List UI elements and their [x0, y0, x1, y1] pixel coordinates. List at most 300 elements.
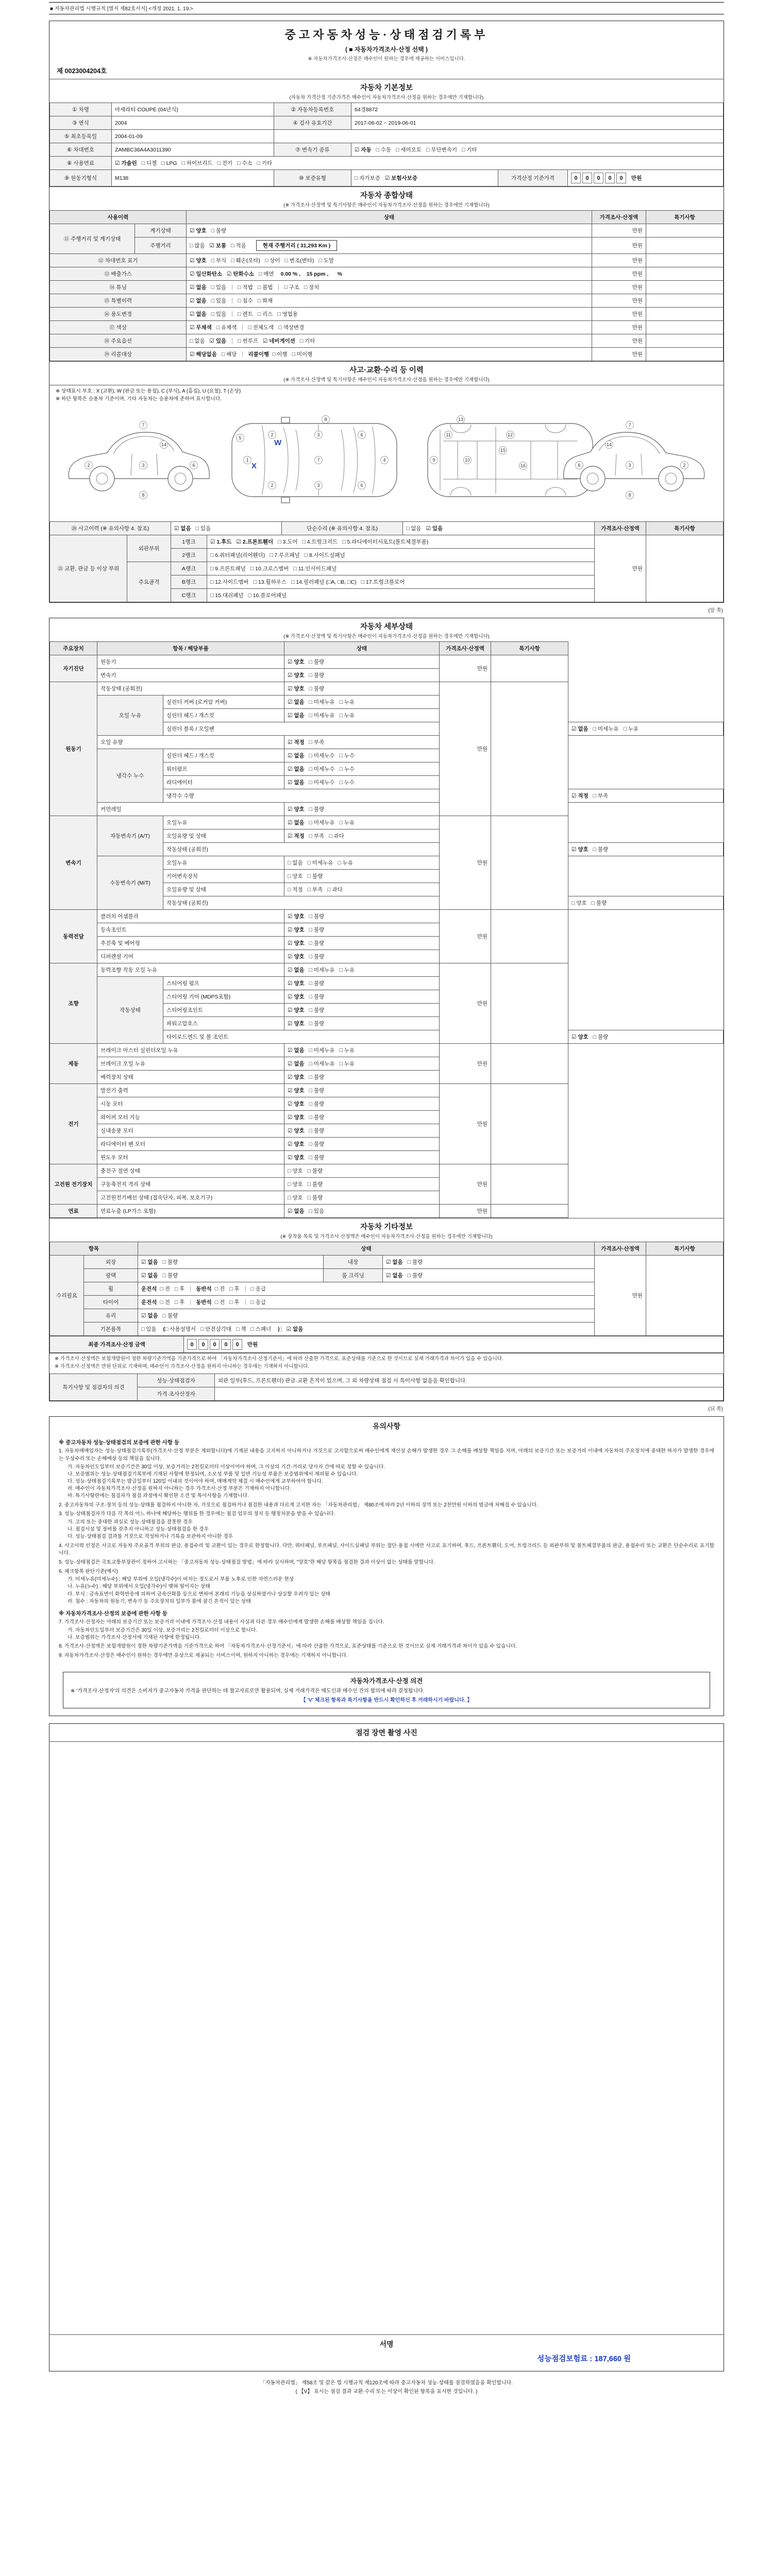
item-label: 브레이크 오일 누유 [97, 1057, 284, 1071]
state-cell [284, 669, 440, 682]
checkbox-unchecked: □ 불량 [309, 1101, 325, 1108]
checkbox-unchecked: □ 영업용 [277, 311, 298, 317]
column-header: 특기사항 [491, 642, 568, 655]
checkbox-checked: ☑ 양호 [288, 940, 305, 947]
svg-text:6: 6 [360, 432, 363, 438]
checkbox-unchecked: □ 전체도색 [248, 325, 274, 331]
table-row [50, 1374, 724, 1387]
row-sublabel: 주행거리 [135, 238, 187, 254]
transmission-options [351, 143, 724, 157]
checkbox-checked: ☑ 양호 [288, 1114, 305, 1121]
checkbox-unchecked: □ 있음 [141, 1326, 157, 1333]
checkbox-unchecked: □ 불량 [307, 1181, 323, 1188]
checkbox-unchecked: □ 도말 [318, 258, 334, 264]
document-number: 제 0023004204호 [57, 67, 107, 75]
svg-text:13: 13 [458, 417, 464, 422]
state-cell [284, 1164, 440, 1178]
checkbox-unchecked: □ 미세누유 [309, 1061, 335, 1067]
price-digit: 0 [232, 1339, 242, 1350]
basic-info-section-header [49, 79, 724, 103]
table-row [50, 1124, 724, 1138]
item-label: 타이로드엔드 및 볼 조인트 [163, 1030, 440, 1044]
state-cell [187, 308, 592, 321]
notice-subitem: 나. 누유(누수) : 해당 부위에서 오일(냉각수)이 맺혀 떨어지는 상태 [68, 1584, 210, 1590]
checkbox-unchecked: □ 부족 [307, 887, 323, 893]
checkbox-group [288, 833, 349, 839]
checkbox-group [287, 1326, 308, 1332]
checkbox-unchecked: □ 매연 [258, 271, 274, 277]
table-row [50, 923, 724, 937]
checkbox-unchecked: □ 누유 [339, 967, 355, 974]
remark-cell [646, 281, 724, 294]
price-cell: 만원 [440, 655, 491, 682]
item-label: 등속조인트 [97, 923, 284, 937]
svg-text:14: 14 [606, 442, 612, 448]
item-label: 디퍼렌셜 기어 [97, 950, 284, 963]
detail-section-header [49, 618, 724, 641]
summary-section-header [49, 187, 724, 210]
state-cell [284, 1205, 440, 1218]
checkbox-unchecked: □ 16.플로어패널 [248, 592, 287, 599]
parts-cell [207, 575, 595, 589]
section-note: (※ 가격조사·산정액 및 특기사항은 매수인이 자동차가격조사·산정을 원하는 경우에만 기재합니다) [283, 202, 490, 208]
notice-item: 1. 자동차매매업자는 성능·상태점검기록부(가격조사·산정 부분은 제외합니다)에 기재된 내용을 고지하지 아니하거나 거짓으로 고지함으로써 매수인에게 재산상 손해가 발생한 경우 그 손해를 배상할 책임을 지며, 아래의 보증기간 또는 보증거리 이내에 자동차의 주요장치에 중대한 하자가 발생한 경우에는 무상수리 또는 손해배상 등의 책임을 집니다. [59, 1448, 714, 1462]
checkbox-group [141, 1273, 182, 1279]
checkbox-unchecked: □ 과다 [329, 833, 344, 840]
state-cell [284, 736, 440, 749]
checkbox-checked: ☑ 없음 [190, 298, 207, 304]
checkbox-unchecked: □ 전기 [217, 160, 233, 166]
checkbox-unchecked: □ 양호 [288, 873, 303, 880]
device-label: 전기 [50, 1084, 97, 1164]
checkbox-group [572, 900, 611, 906]
checkbox-group [210, 592, 291, 599]
checkbox-group [288, 1195, 327, 1201]
checkbox-unchecked: □ 있음 [211, 284, 227, 291]
state-cell [568, 843, 724, 856]
checkbox-unchecked: □ 누유 [339, 699, 355, 706]
checkbox-group [288, 1074, 329, 1080]
state-cell [284, 1138, 440, 1151]
zone-label: 외판부위 [127, 535, 171, 562]
state-cell [187, 254, 592, 267]
notice-subitem: 다. 성능·상태점검 결과를 거짓으로 작성하거나 기록을 보관하지 아니한 경우 [68, 1534, 233, 1540]
field-label: ① 차명 [50, 103, 112, 116]
checkbox-checked: ☑ 없음 [190, 311, 207, 317]
checkbox-group [190, 243, 251, 249]
opinion-label: 특기사항 및 점검자의 의견 [50, 1374, 138, 1401]
legend-line: ※ 하단 항목은 승용차 기준이며, 기타 자동차는 승용차에 준하여 표시합니다. [56, 396, 222, 402]
checkbox-checked: ☑ 양호 [288, 994, 305, 1001]
item-label: 배력장치 상태 [97, 1071, 284, 1084]
checkbox-unchecked: □ 불량 [162, 1273, 178, 1279]
field-label: ⑩ 보증유형 [274, 170, 351, 187]
checkbox-group [288, 739, 329, 745]
item-label: 윈도우 모터 [97, 1151, 284, 1164]
item-label: 실내송풍 모터 [97, 1124, 284, 1138]
row-label: ⑬ 배출가스 [50, 267, 187, 281]
checkbox-unchecked: □ 양호 [288, 1195, 303, 1201]
device-label: 변속기 [50, 816, 97, 910]
row-sublabel: 계기상태 [135, 224, 187, 238]
item-label: 추진축 및 베어링 [97, 937, 284, 950]
item-label: 기어변속장치 [163, 870, 284, 883]
item-label: 시동 모터 [97, 1097, 284, 1111]
notice-subitem: 다. 성능·상태점검기록부는 발급일부터 120일 이내의 것이어야 하며, 매매계약 체결 시 매수인에게 교부하여야 합니다. [68, 1478, 323, 1484]
checkbox-group [288, 1128, 329, 1134]
state-cell [383, 1256, 595, 1269]
svg-text:8: 8 [142, 493, 145, 498]
price-digit: 0 [187, 1339, 197, 1350]
checkbox-checked: ☑ 없음 [288, 1047, 305, 1054]
state-cell [284, 1004, 440, 1017]
document-title: 중고자동차성능·상태점검기록부 [284, 28, 489, 41]
checkbox-group [355, 175, 422, 181]
state-cell [187, 321, 592, 334]
checkbox-checked: ☑ 네비게이션 [262, 338, 295, 344]
row-label: ⑭ 튜닝 [50, 281, 187, 294]
checkbox-unchecked: □ 누유 [339, 713, 355, 719]
svg-text:8: 8 [324, 417, 327, 422]
state-cell [284, 749, 440, 762]
checkbox-unchecked: □ 불량 [309, 940, 325, 947]
legal-footer [49, 2379, 724, 2396]
checkbox-group [288, 1141, 329, 1147]
checkbox-unchecked: □ 없음 [406, 526, 422, 532]
checkbox-unchecked: □ 적음 [231, 243, 246, 249]
inline-label: 리콜이행 [248, 351, 270, 358]
state-cell [187, 224, 592, 238]
checkbox-group [210, 552, 350, 558]
checkbox-unchecked: □ 기타 [257, 160, 273, 166]
checkbox-checked: ☑ 없음 [141, 1313, 158, 1319]
remark-cell [646, 535, 724, 602]
table-header-row [50, 1242, 724, 1256]
zone-label: 주요골격 [127, 562, 171, 602]
item-label: 실린더 커버 (로커암 커버) [163, 696, 284, 709]
table-row [50, 736, 724, 749]
checkbox-checked: ☑ 가솔린 [115, 160, 137, 166]
inline-label: 운전석 [141, 1286, 157, 1293]
item-label: 브레이크 마스터 실린더오일 누유 [97, 1044, 284, 1057]
item-label: 스티어링조인트 [163, 1004, 284, 1017]
checkbox-unchecked: □ 불량 [309, 1155, 325, 1161]
table-row [50, 1044, 724, 1057]
engine-type-value: M138 [112, 170, 274, 187]
state-cell [187, 348, 592, 361]
checkbox-unchecked: □ 누유 [339, 1061, 355, 1067]
table-row [50, 1178, 724, 1191]
checkbox-group [272, 351, 317, 358]
checkbox-group [288, 659, 329, 665]
table-row [50, 103, 724, 116]
table-row [50, 143, 724, 157]
legend-line: ※ 상태표시 부호 : X (교환), W (판금 또는 용접), C (부식), A (흠집), U (요철), T (손상) [56, 388, 241, 394]
checkbox-group [248, 325, 309, 331]
checkbox-unchecked: □ 누수 [339, 779, 355, 786]
table-row [50, 669, 724, 682]
front-page-box [49, 21, 724, 603]
price-note-line: ※ 가격조사·산정액은 보험개발원이 정한 차량기준가액을 기준가격으로 하여 「자동차가격조사·산정기준서」에 따라 산출한 가격으로, 표준상태를 기준으로 한 것이므로 실제 거래가격과 차이가 있을 수 있습니다. [55, 1356, 503, 1362]
table-row [50, 696, 724, 709]
checkbox-checked: ☑ 있음 [209, 338, 227, 344]
table-row [50, 1151, 724, 1164]
checkbox-group [238, 284, 277, 291]
checkbox-checked: ☑ 적정 [288, 739, 305, 746]
checkbox-unchecked: □ 누유 [339, 820, 355, 826]
row-label: ⑰ 색상 [50, 321, 187, 334]
final-price-table [49, 1336, 724, 1353]
checkbox-checked: ☑ 2.프론트휀더 [236, 539, 274, 546]
state-cell [284, 1178, 440, 1191]
checkbox-unchecked: □ 4.트렁크리드 [302, 539, 338, 546]
checkbox-unchecked: □ 전 [160, 1299, 170, 1306]
price-digit: 0 [582, 173, 592, 183]
price-cell: 만원 [592, 267, 646, 281]
table-row [50, 816, 724, 829]
photo-section-title: 점검 장면 촬영 사진 [49, 1724, 724, 1742]
checkbox-unchecked: □ 미세누수 [309, 766, 335, 773]
checkbox-unchecked: □ 불량 [307, 1168, 323, 1175]
remark-cell [646, 238, 724, 254]
simple-repair-label: 단순수리 (※ 유의사항 4. 참조) [282, 522, 403, 535]
basic-info-table [49, 103, 724, 187]
remark-cell [491, 1044, 568, 1084]
checkbox-group [288, 954, 329, 960]
checkbox-group [355, 147, 482, 153]
section-note: (※ 장착품 목록 및 가격조사·산정액은 매수인이 자동차가격조사·산정을 원하는 경우에만 기재합니다) [280, 1234, 493, 1240]
checkbox-unchecked: □ 5.라디에이터서포트(볼트체결부품) [342, 539, 429, 546]
checkbox-unchecked: □ 상이 [265, 258, 280, 264]
state-cell [138, 1323, 595, 1336]
warranty-options [351, 170, 498, 187]
document-subtitle: ( ■ 자동차가격조사·산정 선택 ) [345, 46, 428, 53]
item-label: 라디에이터 팬 모터 [97, 1138, 284, 1151]
checkbox-checked: ☑ 없음 [288, 699, 305, 706]
checkbox-group [141, 1326, 161, 1332]
state-cell [284, 963, 440, 977]
remark-cell [646, 254, 724, 267]
checkbox-group [288, 820, 359, 826]
svg-text:1: 1 [246, 457, 249, 463]
state-cell [284, 923, 440, 937]
remark-cell [491, 963, 568, 1044]
price-cell: 만원 [440, 682, 491, 816]
state-cell [284, 1151, 440, 1164]
table-row [50, 1164, 724, 1178]
state-cell [138, 1256, 324, 1269]
checkbox-unchecked: □ 15.대쉬패널 [210, 592, 244, 599]
table-row [50, 334, 724, 348]
notice-subitem: 가. 자동차인도일부터 보증기간은 30일 이상, 보증거리는 2천킬로미터 이상으로 합니다. [68, 1627, 258, 1633]
divider [278, 284, 279, 290]
checkbox-unchecked: □ 부족 [309, 833, 325, 840]
notice-subitem: 마. 특기사항란에는 점검자가 점검 과정에서 확인한 소견 및 특이사항을 기재합니다. [68, 1493, 249, 1499]
notice-item: 2. 중고자동차의 구조·장치 등의 성능·상태를 점검하지 아니한 자, 거짓으로 점검하거나 점검한 내용과 다르게 고지한 자는 「자동차관리법」 제80조에 따라 2년 이하의 징역 또는 2천만원 이하의 벌금에 처해질 수 있습니다. [59, 1502, 538, 1508]
base-price-digits [571, 175, 628, 181]
remark-cell [646, 1256, 724, 1336]
row-label: 타이어 [84, 1296, 138, 1309]
checkbox-unchecked: □ 응급 [250, 1299, 266, 1306]
state-cell [284, 950, 440, 963]
checkbox-group [288, 753, 359, 759]
remark-cell [491, 1164, 568, 1205]
field-label: ⑥ 차대번호 [50, 143, 112, 157]
item-label: 실린더 블록 / 오일팬 [163, 722, 440, 736]
state-cell [284, 762, 440, 776]
table-row [50, 1057, 724, 1071]
checkbox-checked: ☑ 양호 [572, 1034, 589, 1041]
table-row [50, 1138, 724, 1151]
row-label: 내장 [324, 1256, 383, 1269]
checkbox-checked: ☑ 없음 [386, 1259, 403, 1266]
checkbox-group [288, 1114, 329, 1121]
checkbox-unchecked: □ 이행 [272, 351, 288, 358]
checkbox-group [251, 1299, 271, 1306]
parts-label: ㉑ 교환, 판금 등 이상 부위 [50, 535, 127, 602]
checkbox-group [288, 1088, 329, 1094]
checkbox-unchecked: □ 구조 [284, 284, 299, 291]
checkbox-group [288, 1007, 329, 1013]
checkbox-unchecked: □ 수소 [237, 160, 253, 166]
checkbox-group [160, 1299, 189, 1306]
photo-signature-box [49, 1723, 724, 2371]
checkbox-unchecked: □ 리스 [257, 311, 273, 317]
checkbox-unchecked: □ 전 [160, 1286, 170, 1293]
checkbox-group [572, 793, 613, 799]
state-cell [284, 655, 440, 669]
price-digit: 0 [616, 173, 626, 183]
checkbox-unchecked: □ 불량 [162, 1313, 178, 1319]
checkbox-group [215, 1299, 244, 1306]
checkbox-checked: ☑ 없음 [288, 967, 305, 974]
checkbox-group [210, 579, 409, 585]
price-cell: 만원 [592, 281, 646, 294]
checkbox-checked: ☑ 없음 [288, 766, 305, 773]
subtitle-note: ※ 자동차가격조사·산정은 매수인이 원하는 경우에 제공하는 서비스입니다. [308, 56, 465, 62]
notice-item: 4. 사고이력 인정은 사고로 자동차 주요골격 부위의 판금, 용접수리 및 교환이 있는 경우로 한정합니다. 다만, 쿼터패널, 루프패널, 사이드실패널 부위는 절단·용접 시에만 사고로 표기하며, 후드, 프론트휀더, 도어, 트렁크리드 등 외판부위 및 볼트체결부품의 판금, 용접수리 또는 교환은 단순수리로 표기합니다. [59, 1543, 714, 1556]
column-header: 상태 [138, 1242, 595, 1256]
item-label: 냉각수 수량 [163, 789, 440, 803]
state-cell [284, 883, 440, 896]
checkbox-unchecked: □ 화재 [257, 298, 273, 304]
divider [245, 1299, 246, 1305]
table-row [50, 1097, 724, 1111]
notice-subitem: 가. 고의 또는 중대한 과실로 성능·상태점검을 잘못한 경우 [68, 1519, 193, 1525]
svg-text:3: 3 [317, 483, 320, 488]
checkbox-unchecked: □ 양호 [288, 1181, 303, 1188]
section-title: 자동차 기타정보 [360, 1223, 413, 1232]
checkbox-checked: ☑ 양호 [288, 913, 305, 920]
checkbox-unchecked: □ 많음 [190, 243, 205, 249]
svg-text:4: 4 [383, 457, 386, 463]
checkbox-checked: ☑ 자동 [355, 147, 372, 153]
checkbox-unchecked: □ 불량 [309, 1074, 325, 1081]
subsystem-label: 오일 누유 [97, 696, 163, 736]
base-price-value [568, 170, 724, 187]
checkbox-unchecked: □ 3.도어 [278, 539, 298, 546]
svg-text:5: 5 [239, 435, 242, 441]
checkbox-unchecked: □ 누수 [339, 766, 355, 773]
state-cell [284, 696, 440, 709]
empty-cell [274, 130, 724, 143]
checkbox-group [190, 298, 231, 304]
divider [242, 351, 243, 357]
checkbox-unchecked: □ 14.필러패널 (□A, □B, □C) [291, 579, 357, 586]
checkbox-group [288, 940, 329, 946]
checkbox-unchecked: □ 적정 [288, 887, 303, 893]
item-label: 워터펌프 [163, 762, 284, 776]
remark-cell [491, 655, 568, 682]
checkbox-unchecked: □ 불량 [309, 980, 325, 987]
table-row [50, 321, 724, 334]
checkbox-unchecked: □ 불량 [211, 228, 227, 234]
item-label: 고전원전기배선 상태 (접속단자, 피복, 보호기구) [97, 1191, 284, 1205]
notices-box [49, 1416, 724, 1716]
state-cell [568, 789, 724, 803]
checkbox-checked: ☑ 양호 [288, 927, 305, 934]
field-label: ② 자동차등록번호 [274, 103, 351, 116]
item-label: 오일유량 및 상태 [163, 829, 284, 843]
accident-section-header [49, 361, 724, 385]
remark-cell [646, 321, 724, 334]
svg-text:10: 10 [464, 457, 470, 463]
checkbox-group [288, 806, 329, 812]
svg-text:3: 3 [142, 463, 145, 468]
checkbox-group [288, 873, 327, 879]
opinion-box-title: 자동차가격조사·산정 의견 [350, 1677, 423, 1685]
item-label: 작동상태 (공회전) [163, 896, 440, 910]
notices-title: 유의사항 [372, 1422, 401, 1431]
device-label: 자기진단 [50, 655, 97, 682]
column-header: 가격조사·산정액 [595, 522, 646, 535]
parts-cell [207, 562, 595, 575]
checkbox-group [288, 1155, 329, 1161]
notice-item: 9. 자동차가격조사·산정은 매수인이 원하는 경우에만 유상으로 제공되는 서비스이며, 원하지 아니하는 경우에는 기재하지 아니합니다. [59, 1652, 348, 1658]
item-label: 클러치 어셈블리 [97, 910, 284, 923]
item-label: 작동상태 (공회전) [97, 682, 284, 696]
checkbox-unchecked: □ 불량 [162, 1259, 178, 1266]
checkbox-unchecked: □ 있음 [195, 526, 211, 532]
state-cell [568, 722, 724, 736]
svg-text:7: 7 [628, 422, 631, 428]
damage-mark-fender: W [274, 438, 282, 448]
table-row [50, 1071, 724, 1084]
divider [190, 1286, 191, 1292]
accident-history-table [49, 521, 724, 535]
notice-item: 6. 체크항목 판단기준(예시) [59, 1568, 118, 1574]
inline-label: 동반석 [196, 1299, 212, 1306]
notice-heading: ※ 중고자동차 성능·상태점검의 보증에 관한 사항 등 [59, 1439, 180, 1446]
checkbox-group [288, 699, 359, 705]
checkbox-unchecked: □ 미세누유 [309, 1047, 335, 1054]
checkbox-checked: ☑ 양호 [288, 1007, 305, 1014]
item-label: 구동축전지 격리 상태 [97, 1178, 284, 1191]
document-header [49, 21, 724, 79]
svg-text:7: 7 [317, 457, 320, 463]
column-header: 항목 / 해당부품 [97, 642, 284, 655]
table-row [50, 294, 724, 308]
checkbox-checked: ☑ 1.후드 [210, 539, 232, 546]
state-cell [284, 1044, 440, 1057]
checkbox-group [572, 846, 613, 853]
table-row [50, 254, 724, 267]
group-label: 수리필요 [50, 1256, 84, 1336]
svg-text:15: 15 [500, 448, 506, 453]
notice-item: 7. 가격조사·산정자는 아래의 보증기간 또는 보증거리 이내에 가격조사·산정 내용이 사실과 다른 경우 매수인에게 발생한 손해를 배상할 책임을 집니다. [59, 1619, 384, 1625]
checkbox-unchecked: □ 있음 [211, 298, 227, 304]
legal-footer-line: ( 【V】 표시는 점검 결과 교환·수리 또는 이상이 확인된 항목을 표시한 것입니다. ) [295, 2388, 478, 2395]
